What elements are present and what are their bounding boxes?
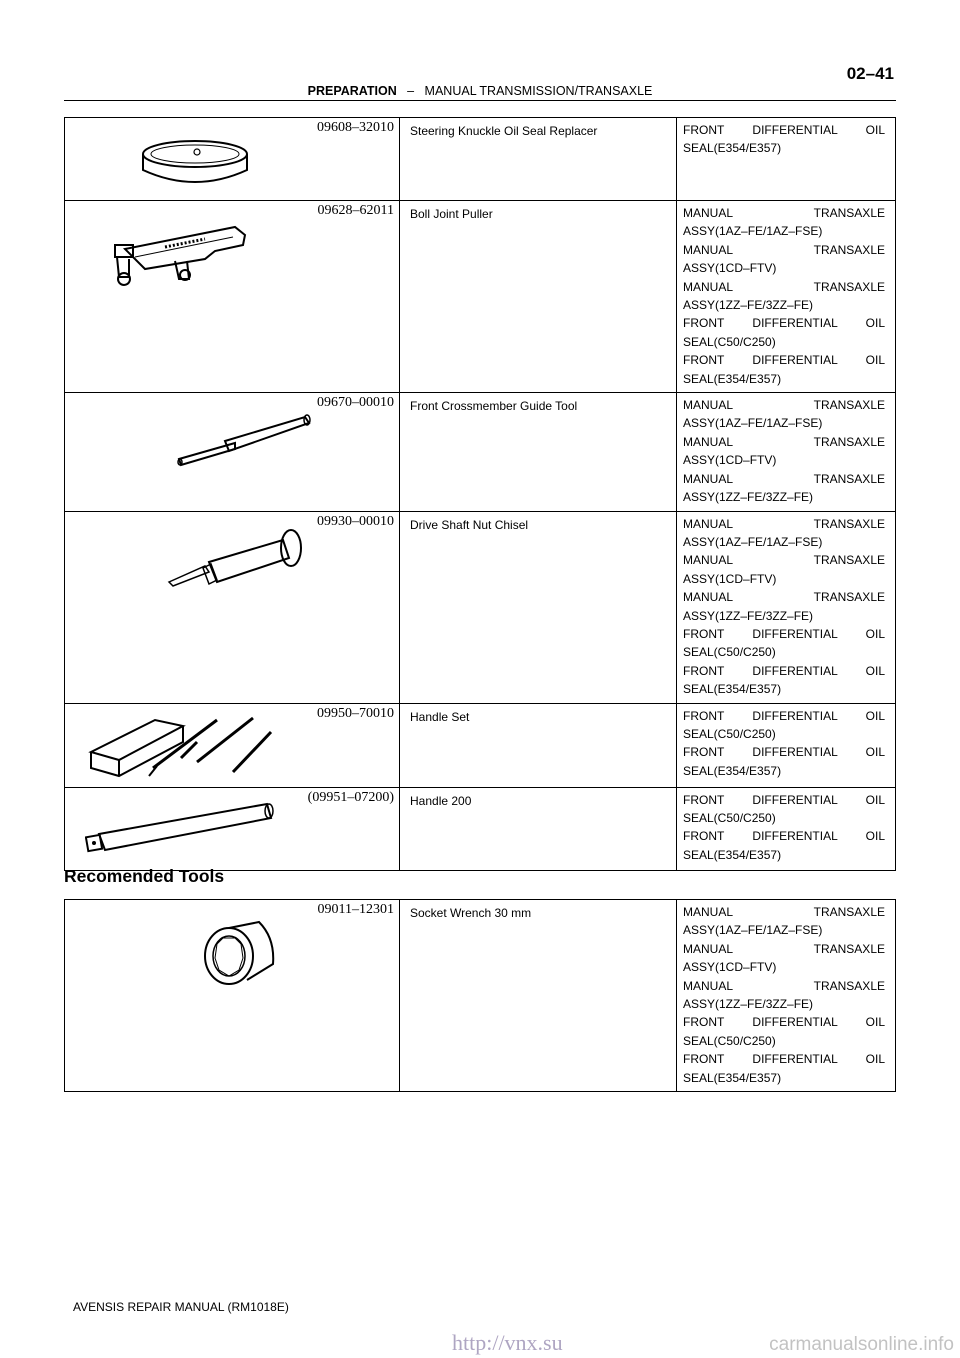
application-line: SEAL(C50/C250) xyxy=(683,726,776,741)
section-title xyxy=(64,84,896,98)
page-number: 02–41 xyxy=(846,64,894,83)
application-line: FRONT DIFFERENTIAL OIL xyxy=(683,316,885,331)
application-line: MANUAL TRANSAXLE xyxy=(683,434,885,449)
application-line: ASSY(1CD–FTV) xyxy=(683,960,777,975)
tool-description: Steering Knuckle Oil Seal Replacer xyxy=(400,118,677,201)
application-line: SEAL(C50/C250) xyxy=(683,334,776,349)
table-row xyxy=(65,118,896,201)
tool-image-cell xyxy=(65,787,400,870)
application-line: ASSY(1CD–FTV) xyxy=(683,261,777,276)
socket-wrench-icon xyxy=(195,912,285,992)
application-line: SEAL(C50/C250) xyxy=(683,1033,776,1048)
tool-image-cell xyxy=(65,511,400,703)
sst-table xyxy=(64,117,896,871)
tool-description: Front Crossmember Guide Tool xyxy=(400,393,677,511)
part-number: 09950–70010 xyxy=(317,705,394,721)
application-line: ASSY(1ZZ–FE/3ZZ–FE) xyxy=(683,997,814,1012)
recommended-table xyxy=(64,899,896,1092)
application-line: FRONT DIFFERENTIAL OIL xyxy=(683,353,885,368)
application-line: MANUAL TRANSAXLE xyxy=(683,242,885,257)
application-line: FRONT DIFFERENTIAL OIL xyxy=(683,745,885,760)
application-line: ASSY(1CD–FTV) xyxy=(683,453,777,468)
application-line: MANUAL TRANSAXLE xyxy=(683,206,885,220)
part-number: (09951–07200) xyxy=(307,789,394,805)
page-footer: AVENSIS REPAIR MANUAL (RM1018E) xyxy=(73,1300,289,1314)
part-number: 09670–00010 xyxy=(317,395,394,411)
tool-image-cell xyxy=(65,900,400,1092)
application-line: ASSY(1ZZ–FE/3ZZ–FE) xyxy=(683,608,814,623)
application-line: FRONT DIFFERENTIAL OIL xyxy=(683,708,885,723)
tool-applications xyxy=(677,787,896,870)
tool-description: Boll Joint Puller xyxy=(400,201,677,393)
application-line: MANUAL TRANSAXLE xyxy=(683,398,885,413)
application-line: ASSY(1ZZ–FE/3ZZ–FE) xyxy=(683,298,814,313)
table-row xyxy=(65,900,896,1092)
recommended-tools-heading: Recomended Tools xyxy=(64,866,225,886)
tool-description: Drive Shaft Nut Chisel xyxy=(400,511,677,703)
tool-applications xyxy=(677,900,896,1092)
tool-image-cell xyxy=(65,118,400,201)
part-number: 09608–32010 xyxy=(317,120,394,135)
tool-applications xyxy=(677,511,896,703)
application-line: FRONT DIFFERENTIAL OIL xyxy=(683,829,885,844)
application-line: MANUAL TRANSAXLE xyxy=(683,941,885,956)
page-header xyxy=(64,62,896,102)
ball-joint-puller-icon xyxy=(105,217,255,292)
table-row xyxy=(65,201,896,393)
chisel-icon xyxy=(165,524,315,594)
application-line: MANUAL TRANSAXLE xyxy=(683,590,885,605)
table-row xyxy=(65,787,896,870)
application-line: MANUAL TRANSAXLE xyxy=(683,516,885,531)
guide-tool-icon xyxy=(175,413,325,473)
application-line: FRONT DIFFERENTIAL OIL xyxy=(683,663,885,678)
part-number: 09628–62011 xyxy=(317,203,394,218)
tool-image-cell xyxy=(65,393,400,511)
application-line: SEAL(C50/C250) xyxy=(683,810,776,825)
application-line: ASSY(1ZZ–FE/3ZZ–FE) xyxy=(683,490,814,505)
tool-description: Handle Set xyxy=(400,703,677,787)
tool-image-cell xyxy=(65,703,400,787)
tool-applications xyxy=(677,393,896,511)
header-rule xyxy=(64,100,896,101)
application-line: SEAL(C50/C250) xyxy=(683,645,776,660)
application-line: SEAL(E354/E357) xyxy=(683,141,782,156)
application-line: ASSY(1CD–FTV) xyxy=(683,571,777,586)
application-line: ASSY(1AZ–FE/1AZ–FSE) xyxy=(683,416,823,431)
tool-applications xyxy=(677,201,896,393)
application-line: FRONT DIFFERENTIAL OIL xyxy=(683,792,885,807)
application-line: ASSY(1AZ–FE/1AZ–FSE) xyxy=(683,534,823,549)
application-line: SEAL(E354/E357) xyxy=(683,1070,782,1085)
watermark-url: http://vnx.su xyxy=(452,1330,563,1355)
application-line: MANUAL TRANSAXLE xyxy=(683,905,885,919)
oil-seal-replacer-icon xyxy=(135,132,255,192)
application-line: SEAL(E354/E357) xyxy=(683,371,782,386)
application-line: FRONT DIFFERENTIAL OIL xyxy=(683,1015,885,1030)
watermark-site: carmanualsonline.info xyxy=(769,1334,954,1355)
table-row xyxy=(65,511,896,703)
application-line: ASSY(1AZ–FE/1AZ–FSE) xyxy=(683,923,823,938)
application-line: MANUAL TRANSAXLE xyxy=(683,978,885,993)
application-line: MANUAL TRANSAXLE xyxy=(683,471,885,486)
section-rest: MANUAL TRANSMISSION/TRANSAXLE xyxy=(424,84,653,98)
table-row xyxy=(65,393,896,511)
tool-image-cell xyxy=(65,201,400,393)
application-line: SEAL(E354/E357) xyxy=(683,763,782,778)
application-line: ASSY(1AZ–FE/1AZ–FSE) xyxy=(683,224,823,239)
part-number: 09011–12301 xyxy=(317,902,394,917)
application-line: FRONT DIFFERENTIAL OIL xyxy=(683,626,885,641)
application-line: FRONT DIFFERENTIAL OIL xyxy=(683,123,885,137)
application-line: MANUAL TRANSAXLE xyxy=(683,279,885,294)
handle-200-icon xyxy=(85,798,285,858)
tool-applications xyxy=(677,703,896,787)
application-line: FRONT DIFFERENTIAL OIL xyxy=(683,1052,885,1067)
part-number: 09930–00010 xyxy=(317,513,394,529)
tool-description: Socket Wrench 30 mm xyxy=(400,900,677,1092)
tool-description: Handle 200 xyxy=(400,787,677,870)
application-line: SEAL(E354/E357) xyxy=(683,682,782,697)
tool-applications xyxy=(677,118,896,201)
section-bold: PREPARATION xyxy=(307,84,397,98)
section-separator: – xyxy=(407,84,415,98)
handle-set-icon xyxy=(85,712,275,782)
application-line: MANUAL TRANSAXLE xyxy=(683,553,885,568)
table-row xyxy=(65,703,896,787)
application-line: SEAL(E354/E357) xyxy=(683,847,782,862)
